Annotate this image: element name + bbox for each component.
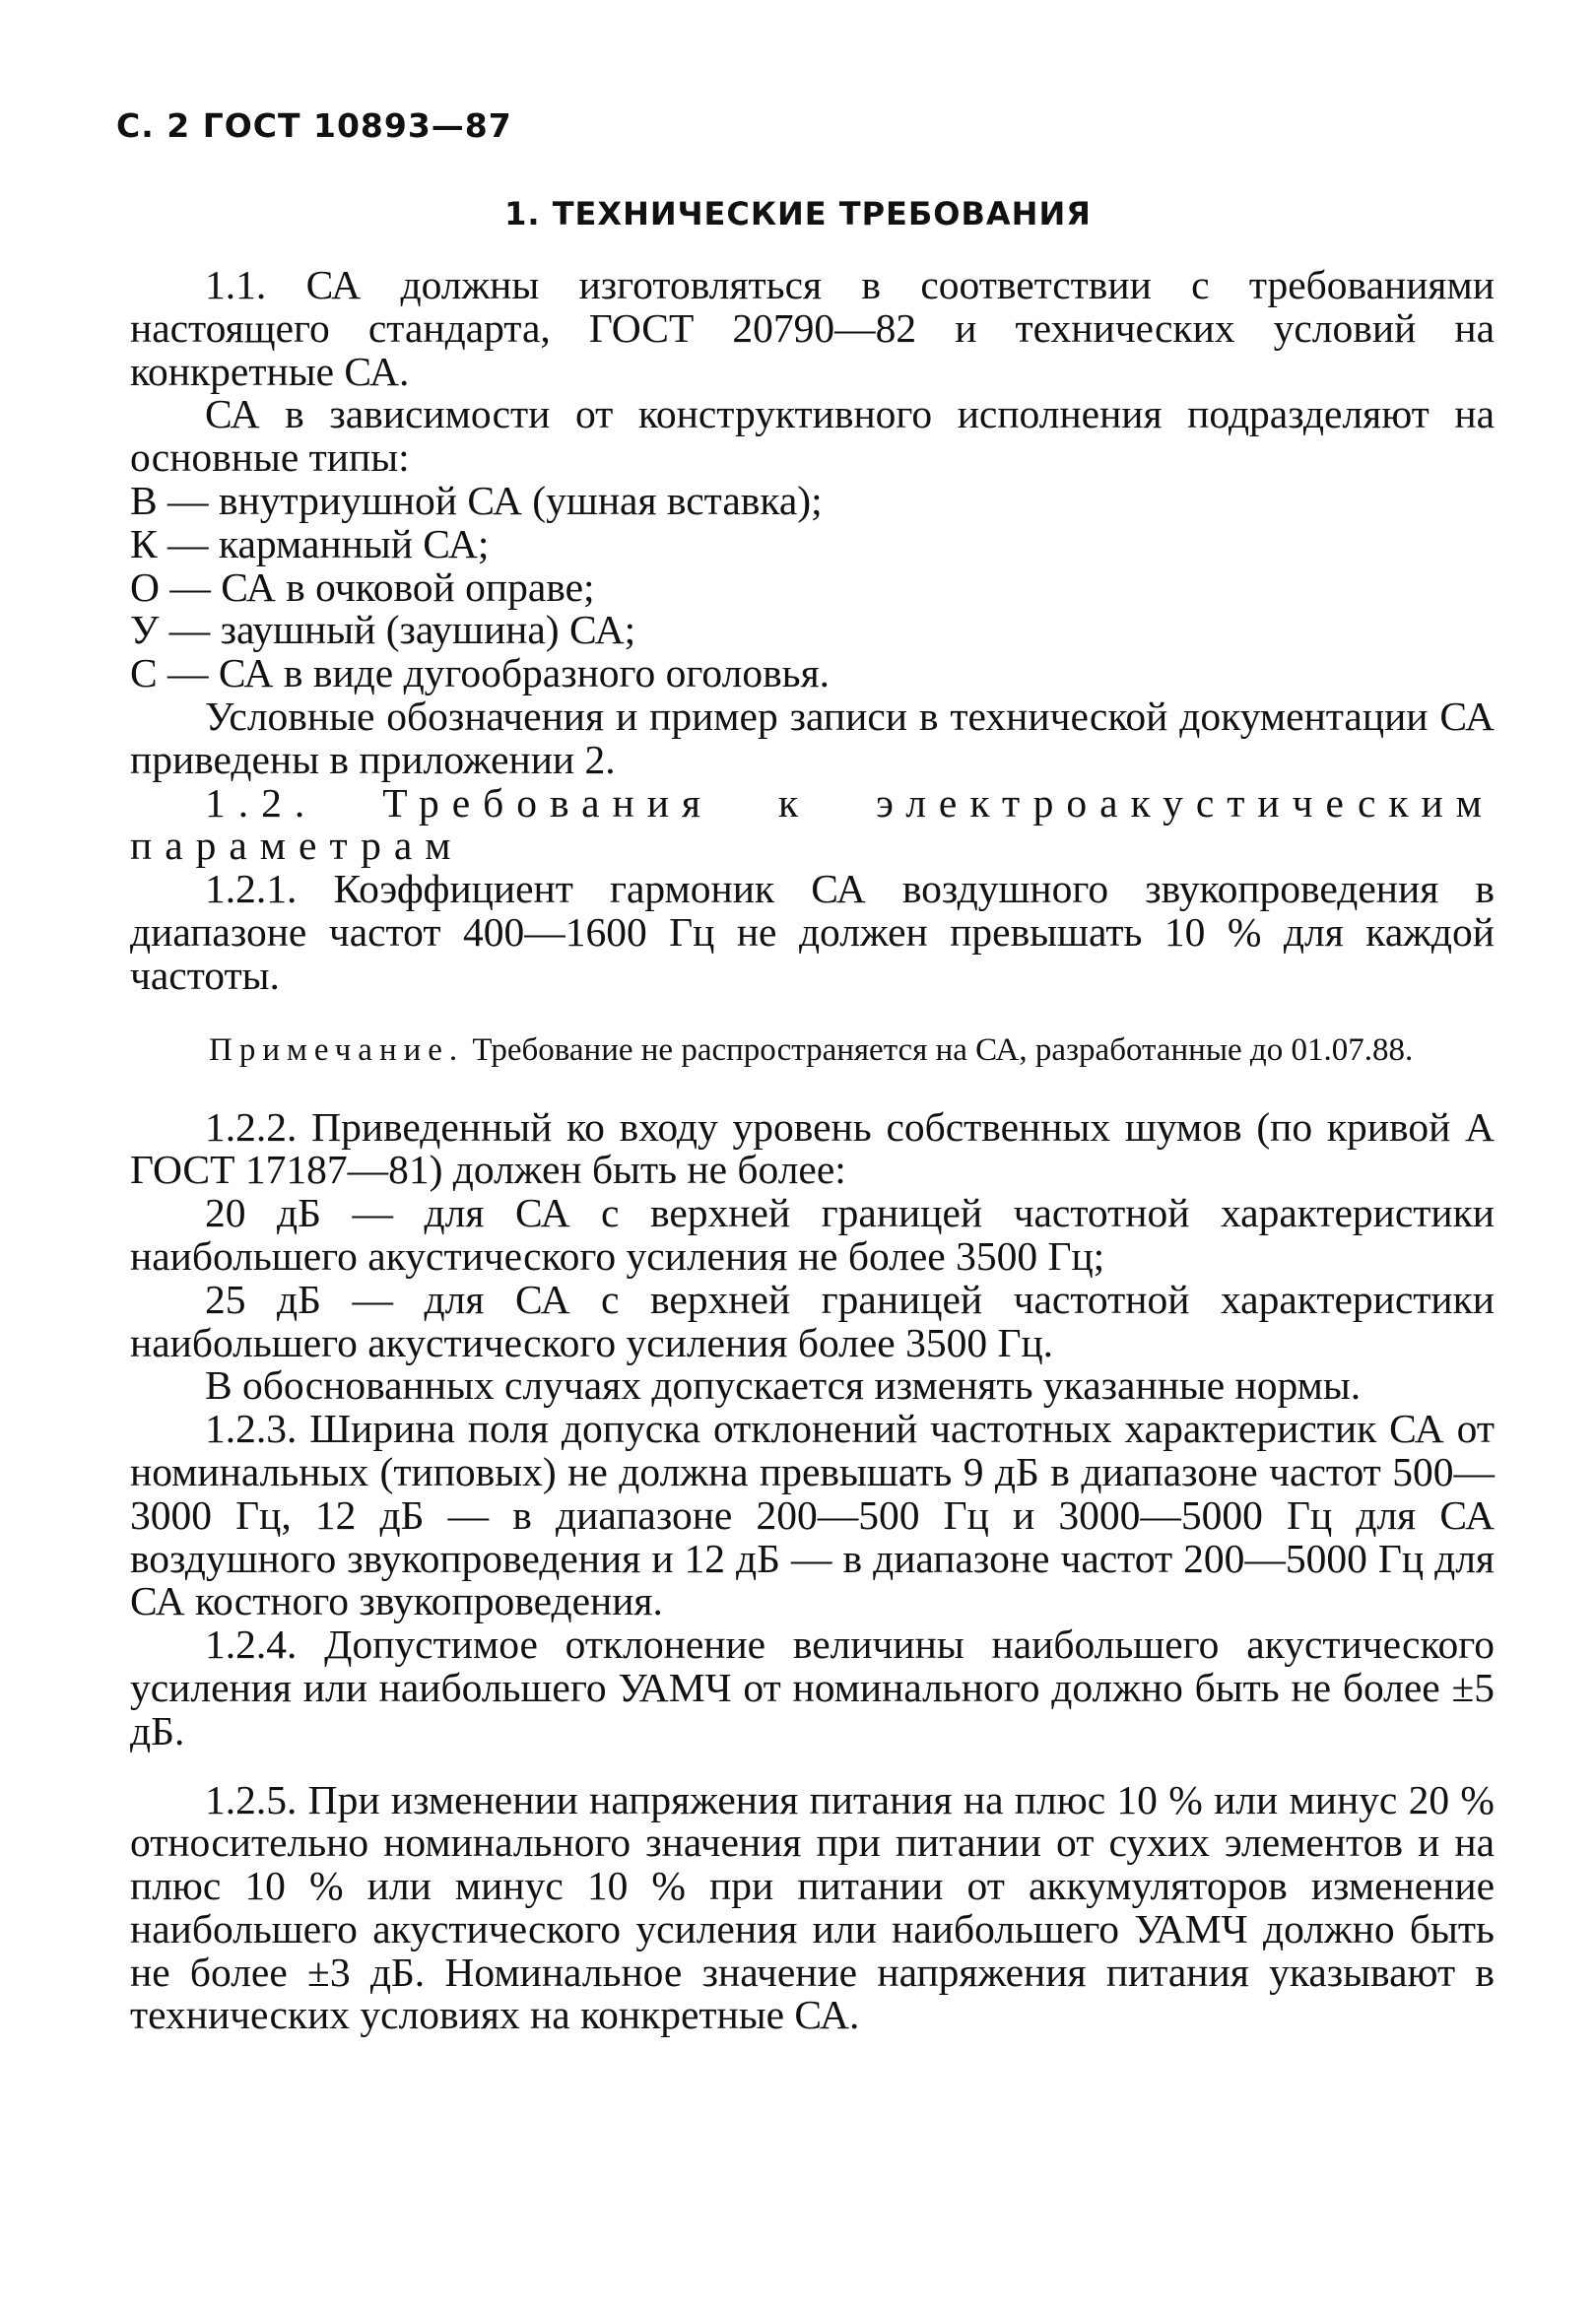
type-item-k: К — карманный СА;	[130, 520, 490, 566]
paragraph-1-2-5: 1.2.5. При изменении напряжения питания на плюс 10 % или минус 20 % относительно номинального значения при питании от сухих элементов и на плюс 10 % или минус 10 % при питании от аккумуляторов изменение наибольшего акустического усиления или наибольшего УАМЧ должно быть не более ±3 дБ. Номинальное значение напряжения питания указывают в технических условиях на конкретные СА.	[130, 1776, 1495, 2038]
note-label: Примечание.	[209, 1031, 465, 1068]
type-item-o: О — СА в очковой оправе;	[130, 563, 595, 610]
paragraph-1-1: 1.1. СА должны изготовляться в соответствии с требованиями настоящего стандарта, ГОСТ 20790—82 и технических условий на конкретные СА.	[130, 262, 1495, 394]
type-item-s: С — СА в виде дугообразного оголовья.	[130, 650, 831, 696]
paragraph-justified-cases: В обоснованных случаях допускается изменять указанные нормы.	[205, 1362, 1362, 1409]
page-header: С. 2 ГОСТ 10893—87	[116, 106, 512, 145]
paragraph-1-2-2: 1.2.2. Приведенный ко входу уровень собственных шумов (по кривой А ГОСТ 17187—81) должен быть не более:	[130, 1103, 1495, 1193]
paragraph-1-2-3: 1.2.3. Ширина поля допуска отклонений частотных характеристик СА от номинальных (типовых) не должна превышать 9 дБ в диапазоне частот 500—3000 Гц, 12 дБ — в диапазоне 200—500 Гц и 3000—5000 Гц для СА воздушного звукопроведения и 12 дБ — в диапазоне частот 200—5000 Гц для СА костного звукопроведения.	[130, 1406, 1495, 1624]
paragraph-1-2-heading: 1.2. Требования к электроакустическим параметрам	[130, 779, 1495, 869]
note-text: Требование не распространяется на СА, разработанные до 01.07.88.	[464, 1031, 1414, 1068]
type-item-b: В — внутриушной СА (ушная вставка);	[130, 477, 823, 523]
document-body	[130, 264, 1495, 2037]
type-item-u: У — заушный (заушина) СА;	[130, 607, 636, 653]
paragraph-1-2-1: 1.2.1. Коэффициент гармоник СА воздушного звукопроведения в диапазоне частот 400—1600 Гц не должен превышать 10 % для каждой частоты.	[130, 866, 1495, 998]
paragraph-1-2-4: 1.2.4. Допустимое отклонение величины наибольшего акустического усиления или наибольшего УАМЧ от номинального должно быть не более ±5 дБ.	[130, 1621, 1495, 1753]
paragraph-20db: 20 дБ — для СА с верхней границей частотной характеристики наибольшего акустического усиления не более 3500 Гц;	[130, 1190, 1495, 1279]
section-title: 1. ТЕХНИЧЕСКИЕ ТРЕБОВАНИЯ	[504, 195, 1092, 232]
note	[130, 1031, 1495, 1069]
paragraph-25db: 25 дБ — для СА с верхней границей частотной характеристики наибольшего акустического усиления более 3500 Гц.	[130, 1276, 1495, 1365]
paragraph-symbols: Условные обозначения и пример записи в технической документации СА приведены в приложении 2.	[130, 693, 1495, 782]
paragraph-types-intro: СА в зависимости от конструктивного исполнения подразделяют на основные типы:	[130, 391, 1495, 481]
